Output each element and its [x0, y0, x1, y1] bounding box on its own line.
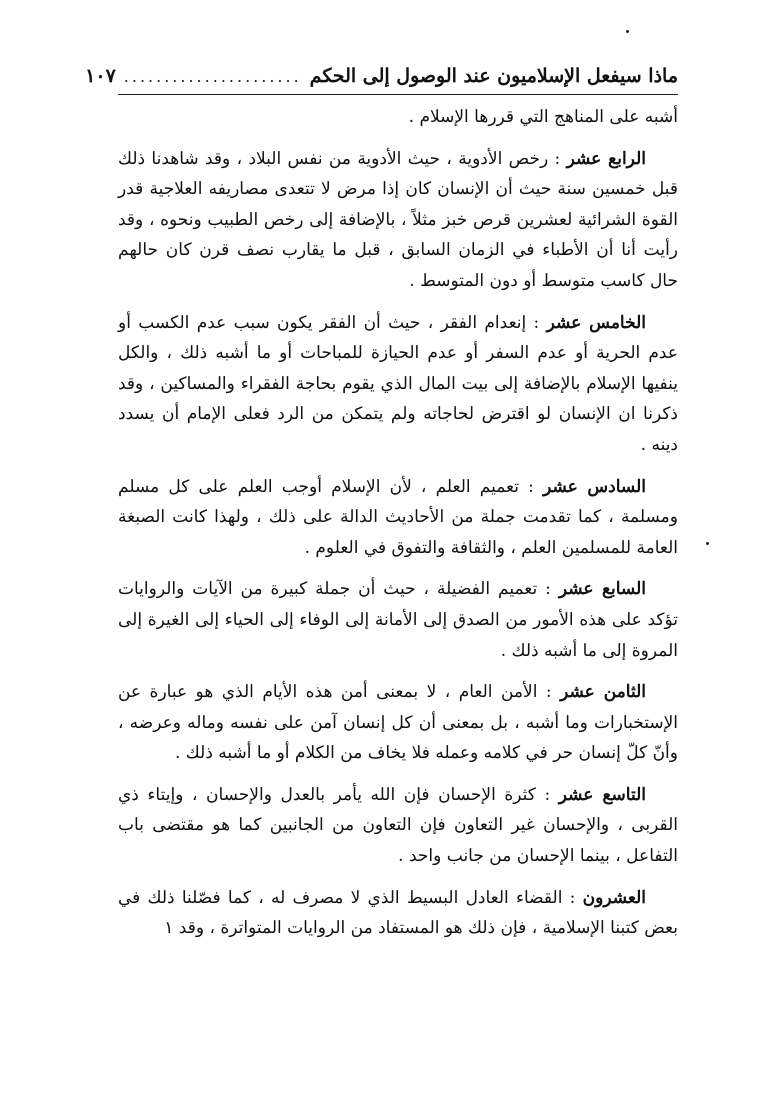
- paragraph-20: [118, 883, 678, 944]
- header-leader-dots: ......................: [123, 66, 302, 86]
- running-header: [85, 58, 678, 95]
- paragraph-text: الأمن العام ، لا بمعنى أمن هذه الأيام الذي هو عبارة عن الإستخبارات وما أشبه ، بل بمعنى أن كل إنسان آمن على نفسه وماله وعرضه ، وأنّ كلّ إنسان حر في كلامه وعمله فلا يخاف من الكلام أو ما أشبه ذلك .: [118, 682, 678, 764]
- paragraph-heading: التاسع عشر: [558, 784, 646, 805]
- paragraph-heading: الخامس عشر: [546, 312, 646, 333]
- paragraph-heading: السادس عشر: [543, 476, 646, 497]
- paragraph-16: [118, 472, 678, 564]
- paragraph-text: إنعدام الفقر ، حيث أن الفقر يكون سبب عدم الكسب أو عدم الحرية أو عدم السفر أو عدم الحيازة للمباحات أو ما أشبه ذلك ، والكل ينفيها الإسلام بالإضافة إلى بيت المال الذي يقوم بحاجة الفقراء والمساكين ، وقد ذكرنا ان الإنسان لو اقترض لحاجاته ولم يتمكن من الرد فعلى الإمام أن يسدد دينه .: [118, 312, 678, 455]
- page-body: [118, 102, 678, 955]
- paragraph-text: تعميم الفضيلة ، حيث أن جملة كبيرة من الآيات والروايات تؤكد على هذه الأمور من الصدق إلى الأمانة إلى الوفاء إلى الحياء إلى الغيرة إلى المروة إلى ما أشبه ذلك .: [118, 579, 678, 661]
- paragraph-text: كثرة الإحسان فإن الله يأمر بالعدل والإحسان ، وإيتاء ذي القربى ، والإحسان غير التعاون فإن التعاون من الجانبين كما هو مقتضى باب التفاعل ، بينما الإحسان من جانب واحد .: [118, 784, 678, 867]
- paragraph-14: [118, 144, 678, 297]
- header-title: ماذا سيفعل الإسلاميون عند الوصول إلى الحكم: [309, 65, 678, 87]
- page-number: ١٠٧: [85, 65, 116, 87]
- paragraph-heading: العشرون: [582, 887, 646, 908]
- paragraph-intro: [118, 102, 678, 133]
- paragraph-19: [118, 780, 678, 872]
- paragraph-18: [118, 677, 678, 769]
- ink-speck: [626, 30, 629, 33]
- paragraph-text: رخص الأدوية ، حيث الأدوية من نفس البلاد ، وقد شاهدنا ذلك قبل خمسين سنة حيث أن الإنسان كان إذا مرض لا تتعدى مصاريفه العلاجية قدر القوة الشرائية لعشرين قرص خبز مثلاً ، بالإضافة إلى رخص الطبيب ونحوه ، وقد رأيت أنا أن الأطباء في الزمان السابق ، قبل ما يقارب نصف قرن كان حالهم حال كاسب متوسط أو دون المتوسط .: [118, 148, 678, 291]
- ink-speck: [706, 542, 709, 545]
- paragraph-heading: الثامن عشر: [560, 682, 646, 703]
- paragraph-text: تعميم العلم ، لأن الإسلام أوجب العلم على كل مسلم ومسلمة ، كما تقدمت جملة من الأحاديث الدالة على ذلك ، ولهذا كانت الصبغة العامة للمسلمين العلم ، والثقافة والتفوق في العلوم .: [118, 476, 678, 558]
- paragraph-heading: الرابع عشر: [566, 148, 646, 169]
- heading-colon: :: [562, 887, 583, 908]
- heading-colon: :: [537, 682, 561, 703]
- paragraph-17: [118, 574, 678, 666]
- paragraph-text: القضاء العادل البسيط الذي لا مصرف له ، كما فصّلنا ذلك في بعض كتبنا الإسلامية ، فإن ذلك هو المستفاد من الروايات المتواترة ، وقد ١: [118, 887, 678, 939]
- heading-colon: :: [519, 476, 544, 497]
- heading-colon: :: [548, 148, 567, 169]
- paragraph-heading: السابع عشر: [558, 579, 646, 600]
- heading-colon: :: [535, 784, 559, 805]
- heading-colon: :: [537, 579, 559, 600]
- heading-colon: :: [526, 312, 547, 333]
- paragraph-15: [118, 308, 678, 461]
- paragraph-text: أشبه على المناهج التي قررها الإسلام .: [408, 107, 678, 127]
